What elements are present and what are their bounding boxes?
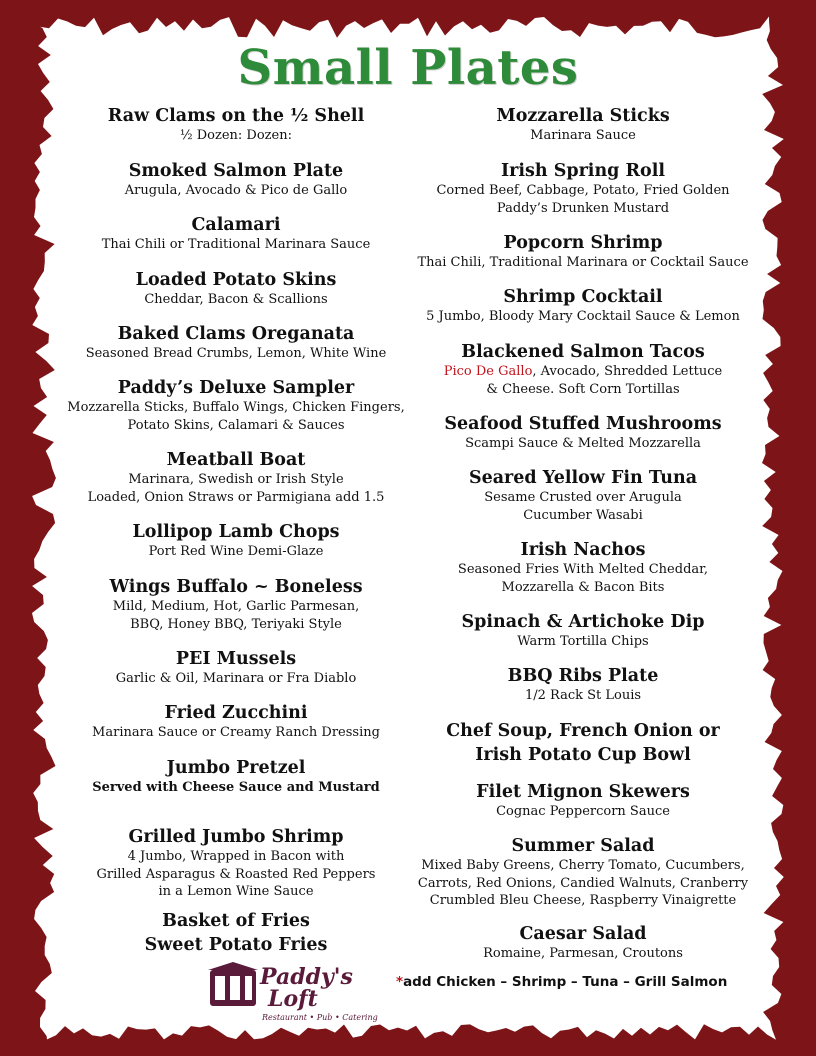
menu-item-irish-potato-cup-bowl xyxy=(400,744,766,766)
menu-item-pei-mussels xyxy=(50,648,422,688)
menu-item-bbq-ribs-plate xyxy=(400,665,766,705)
menu-item-description: 5 Jumbo, Bloody Mary Cocktail Sauce & Lemon xyxy=(426,309,740,324)
menu-item-name: Grilled Jumbo Shrimp xyxy=(128,827,344,847)
menu-item-irish-nachos xyxy=(400,539,766,596)
menu-item-description: Thai Chili, Traditional Marinara or Cocktail Sauce xyxy=(417,255,749,270)
menu-item-description: ½ Dozen: Dozen: xyxy=(180,128,292,143)
menu-item-name: Caesar Salad xyxy=(519,924,647,944)
menu-item-description: Grilled Asparagus & Roasted Red Peppers xyxy=(96,866,376,882)
menu-item-description: Seasoned Bread Crumbs, Lemon, White Wine xyxy=(85,346,387,361)
menu-item-description: Marinara Sauce or Creamy Ranch Dressing xyxy=(92,725,380,740)
menu-item-name: Wings Buffalo ~ Boneless xyxy=(109,577,363,597)
menu-item-description: Paddy’s Drunken Mustard xyxy=(496,200,670,216)
menu-item-name: Shrimp Cocktail xyxy=(503,287,663,307)
menu-item-name: Seared Yellow Fin Tuna xyxy=(468,468,698,488)
menu-item-description: Mozzarella Sticks, Buffalo Wings, Chicken Fingers, xyxy=(67,400,405,415)
menu-item-name: Irish Nachos xyxy=(520,540,646,560)
menu-item-name: Raw Clams on the ½ Shell xyxy=(107,106,365,126)
menu-item-description: Seasoned Fries With Melted Cheddar, xyxy=(457,562,709,577)
menu-item-loaded-potato-skins xyxy=(50,269,422,309)
menu-item-name: Filet Mignon Skewers xyxy=(476,782,690,802)
menu-item-chef-soup-french-onion-or xyxy=(400,720,766,742)
menu-item-name: Baked Clams Oreganata xyxy=(117,324,355,344)
menu-item-paddy-s-deluxe-sampler xyxy=(50,377,422,434)
menu-item-description: Sesame Crusted over Arugula xyxy=(484,490,682,505)
menu-item-description xyxy=(400,363,766,381)
menu-item-name: Irish Potato Cup Bowl xyxy=(475,745,691,765)
menu-item-lollipop-lamb-chops xyxy=(50,521,422,561)
menu-item-description: Served with Cheese Sauce and Mustard xyxy=(92,780,380,795)
menu-item-raw-clams-on-the-shell xyxy=(50,105,422,145)
menu-item-blackened-salmon-tacos xyxy=(400,341,766,398)
menu-item-grilled-jumbo-shrimp xyxy=(50,826,422,901)
menu-item-description: Garlic & Oil, Marinara or Fra Diablo xyxy=(115,671,357,686)
menu-item-basket-of-fries xyxy=(50,910,422,932)
menu-item-description: Mixed Baby Greens, Cherry Tomato, Cucumbers, xyxy=(421,858,745,873)
menu-item-description: Marinara, Swedish or Irish Style xyxy=(128,472,344,487)
menu-item-seared-yellow-fin-tuna xyxy=(400,467,766,524)
menu-item-smoked-salmon-plate xyxy=(50,160,422,200)
add-protein-footnote xyxy=(396,974,736,990)
menu-item-name: Spinach & Artichoke Dip xyxy=(461,612,705,632)
menu-item-baked-clams-oreganata xyxy=(50,323,422,363)
footnote-star: * xyxy=(396,974,404,990)
menu-item-filet-mignon-skewers xyxy=(400,781,766,821)
menu-item-name: Calamari xyxy=(191,215,281,235)
menu-item-name: Seafood Stuffed Mushrooms xyxy=(444,414,722,434)
menu-item-caesar-salad xyxy=(400,923,766,963)
menu-item-name: Irish Spring Roll xyxy=(500,161,666,181)
menu-item-shrimp-cocktail xyxy=(400,286,766,326)
menu-item-description: Carrots, Red Onions, Candied Walnuts, Cranberry xyxy=(417,875,749,891)
menu-item-description: Cheddar, Bacon & Scallions xyxy=(144,292,328,307)
menu-title: Small Plates xyxy=(237,40,579,96)
menu-item-spinach-artichoke-dip xyxy=(400,611,766,651)
svg-text:Restaurant • Pub • Catering: Restaurant • Pub • Catering xyxy=(262,1013,378,1022)
menu-item-description: 1/2 Rack St Louis xyxy=(524,688,642,703)
menu-item-jumbo-pretzel xyxy=(50,757,422,797)
menu-item-name: Paddy’s Deluxe Sampler xyxy=(117,378,355,398)
menu-item-name: Loaded Potato Skins xyxy=(135,270,337,290)
menu-item-description: Port Red Wine Demi-Glaze xyxy=(148,544,324,559)
svg-text:Paddy's: Paddy's xyxy=(260,964,353,990)
menu-item-name: BBQ Ribs Plate xyxy=(507,666,659,686)
menu-item-mozzarella-sticks xyxy=(400,105,766,145)
menu-item-description: Warm Tortilla Chips xyxy=(517,634,649,649)
menu-item-description: Scampi Sauce & Melted Mozzarella xyxy=(465,436,701,451)
menu-item-summer-salad xyxy=(400,835,766,910)
description-text: , Avocado, Shredded Lettuce xyxy=(532,364,723,379)
menu-item-wings-buffalo-boneless xyxy=(50,576,422,633)
highlight-text: Pico De Gallo xyxy=(443,364,533,379)
paddys-loft-logo xyxy=(206,960,378,1024)
menu-item-name: Sweet Potato Fries xyxy=(144,935,328,955)
menu-item-description: Loaded, Onion Straws or Parmigiana add 1.5 xyxy=(87,489,385,505)
menu-item-description: Marinara Sauce xyxy=(530,128,636,143)
menu-item-description: Cucumber Wasabi xyxy=(523,507,643,523)
footnote-text: add Chicken – Shrimp – Tuna – Grill Salmon xyxy=(403,974,728,990)
menu-item-name: PEI Mussels xyxy=(175,649,297,669)
menu-item-description: Potato Skins, Calamari & Sauces xyxy=(127,417,345,433)
menu-item-description: Arugula, Avocado & Pico de Gallo xyxy=(124,183,348,198)
menu-item-description: Corned Beef, Cabbage, Potato, Fried Golden xyxy=(436,183,730,198)
menu-item-name: Fried Zucchini xyxy=(164,703,308,723)
menu-item-name: Smoked Salmon Plate xyxy=(128,161,344,181)
menu-item-description: Cognac Peppercorn Sauce xyxy=(496,804,670,819)
menu-item-sweet-potato-fries xyxy=(50,934,422,956)
menu-item-name: Blackened Salmon Tacos xyxy=(461,342,705,362)
menu-item-name: Chef Soup, French Onion or xyxy=(446,721,720,741)
menu-item-name: Popcorn Shrimp xyxy=(503,233,663,253)
menu-item-seafood-stuffed-mushrooms xyxy=(400,413,766,453)
menu-item-meatball-boat xyxy=(50,449,422,506)
menu-item-description: Crumbled Bleu Cheese, Raspberry Vinaigrette xyxy=(429,893,737,908)
menu-item-irish-spring-roll xyxy=(400,160,766,217)
menu-item-name: Basket of Fries xyxy=(162,911,310,931)
menu-item-description: BBQ, Honey BBQ, Teriyaki Style xyxy=(130,616,342,632)
menu-item-name: Meatball Boat xyxy=(166,450,306,470)
svg-text:Loft: Loft xyxy=(268,986,318,1012)
menu-item-popcorn-shrimp xyxy=(400,232,766,272)
menu-item-description: & Cheese. Soft Corn Tortillas xyxy=(486,381,680,397)
menu-item-description: Mild, Medium, Hot, Garlic Parmesan, xyxy=(112,599,360,614)
menu-item-description: Mozzarella & Bacon Bits xyxy=(501,579,665,595)
menu-item-description: in a Lemon Wine Sauce xyxy=(158,884,314,899)
menu-item-fried-zucchini xyxy=(50,702,422,742)
menu-item-name: Summer Salad xyxy=(511,836,655,856)
menu-item-name: Mozzarella Sticks xyxy=(496,106,670,126)
menu-item-description: Romaine, Parmesan, Croutons xyxy=(483,946,683,961)
menu-item-calamari xyxy=(50,214,422,254)
menu-item-name: Jumbo Pretzel xyxy=(166,758,306,778)
menu-item-description: Thai Chili or Traditional Marinara Sauce xyxy=(101,237,371,252)
menu-item-name: Lollipop Lamb Chops xyxy=(132,522,340,542)
menu-item-description: 4 Jumbo, Wrapped in Bacon with xyxy=(127,849,345,864)
